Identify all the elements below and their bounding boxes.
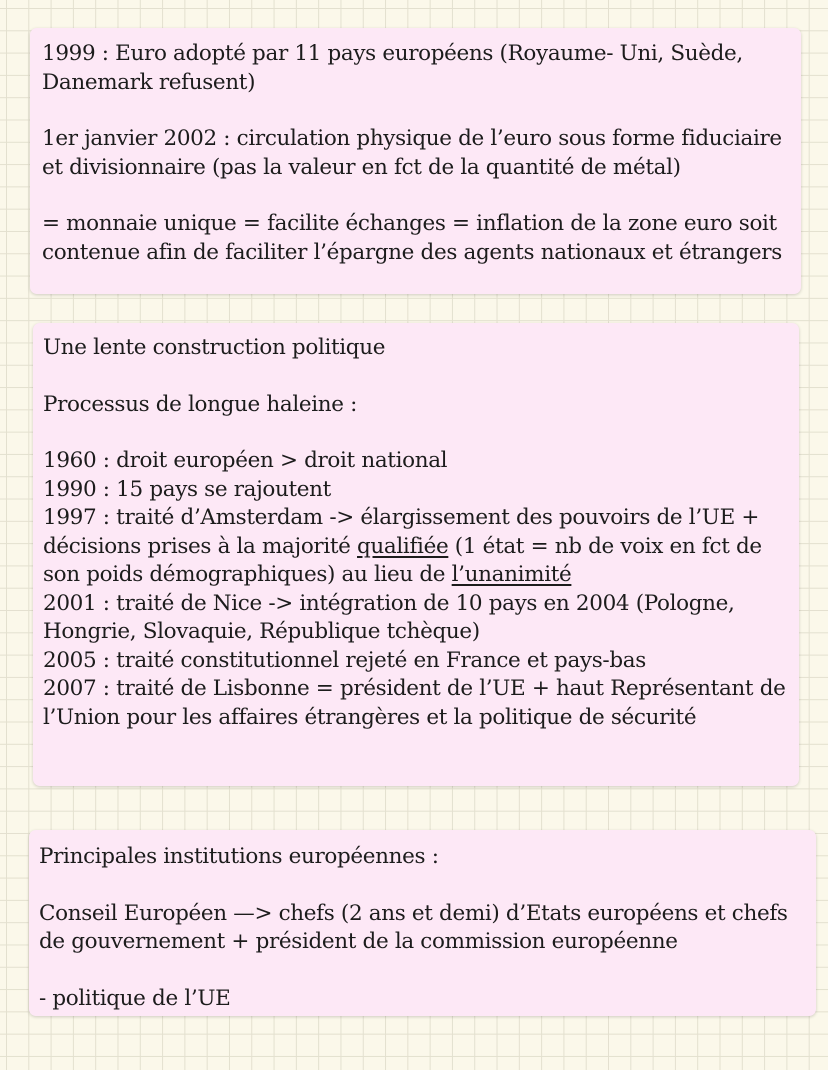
note-paragraph: 1999 : Euro adopté par 11 pays européens (Royaume- Uni, Suède, Danemark refusent) — [42, 41, 743, 95]
note-card-institutions — [29, 830, 816, 1016]
note-card-construction-politique — [33, 323, 799, 786]
timeline-entry-2001: 2001 : traité de Nice -> intégration de 10 pays en 2004 (Pologne, Hongrie, Slovaquie, République tchèque) — [43, 590, 735, 644]
timeline-text: 1997 : traité d’Amsterdam -> élargissement des pouvoirs de l’UE + décisions prises à la majorité — [43, 505, 760, 559]
underlined-term-unanimite: l’unanimité — [451, 562, 572, 587]
timeline-entry-1990: 1990 : 15 pays se rajoutent — [43, 476, 331, 502]
timeline-entry-2005: 2005 : traité constitutionnel rejeté en France et pays-bas — [43, 647, 646, 673]
timeline-entry-1960: 1960 : droit européen > droit national — [43, 448, 448, 473]
note-paragraph: 1er janvier 2002 : circulation physique de l’euro sous forme fiduciaire et divisionnaire (pas la valeur en fct de la quantité de métal) — [42, 126, 782, 180]
note-paragraph: = monnaie unique = facilite échanges = inflation de la zone euro soit contenue afin de faciliter l’épargne des agents nationaux et étrangers — [42, 211, 782, 265]
note-title: Une lente construction politique — [43, 335, 386, 360]
note-paragraph: - politique de l’UE — [39, 985, 231, 1011]
timeline-text: (1 état = nb de voix en fct de son poids démographiques) au lieu de — [43, 533, 762, 587]
note-title: Principales institutions européennes : — [39, 844, 439, 869]
note-card-euro — [30, 28, 801, 294]
timeline-entry-1997 — [43, 504, 789, 590]
note-subtitle: Processus de longue haleine : — [43, 391, 358, 417]
timeline-entry-2007: 2007 : traité de Lisbonne = président de l’UE + haut Représentant de l’Union pour les affaires étrangères et la politique de sécurité — [43, 676, 786, 730]
note-paragraph: Conseil Européen —> chefs (2 ans et demi) d’Etats européens et chefs de gouvernement + président de la commission européenne — [39, 900, 788, 954]
underlined-term-qualifiee: qualifiée — [357, 533, 449, 559]
